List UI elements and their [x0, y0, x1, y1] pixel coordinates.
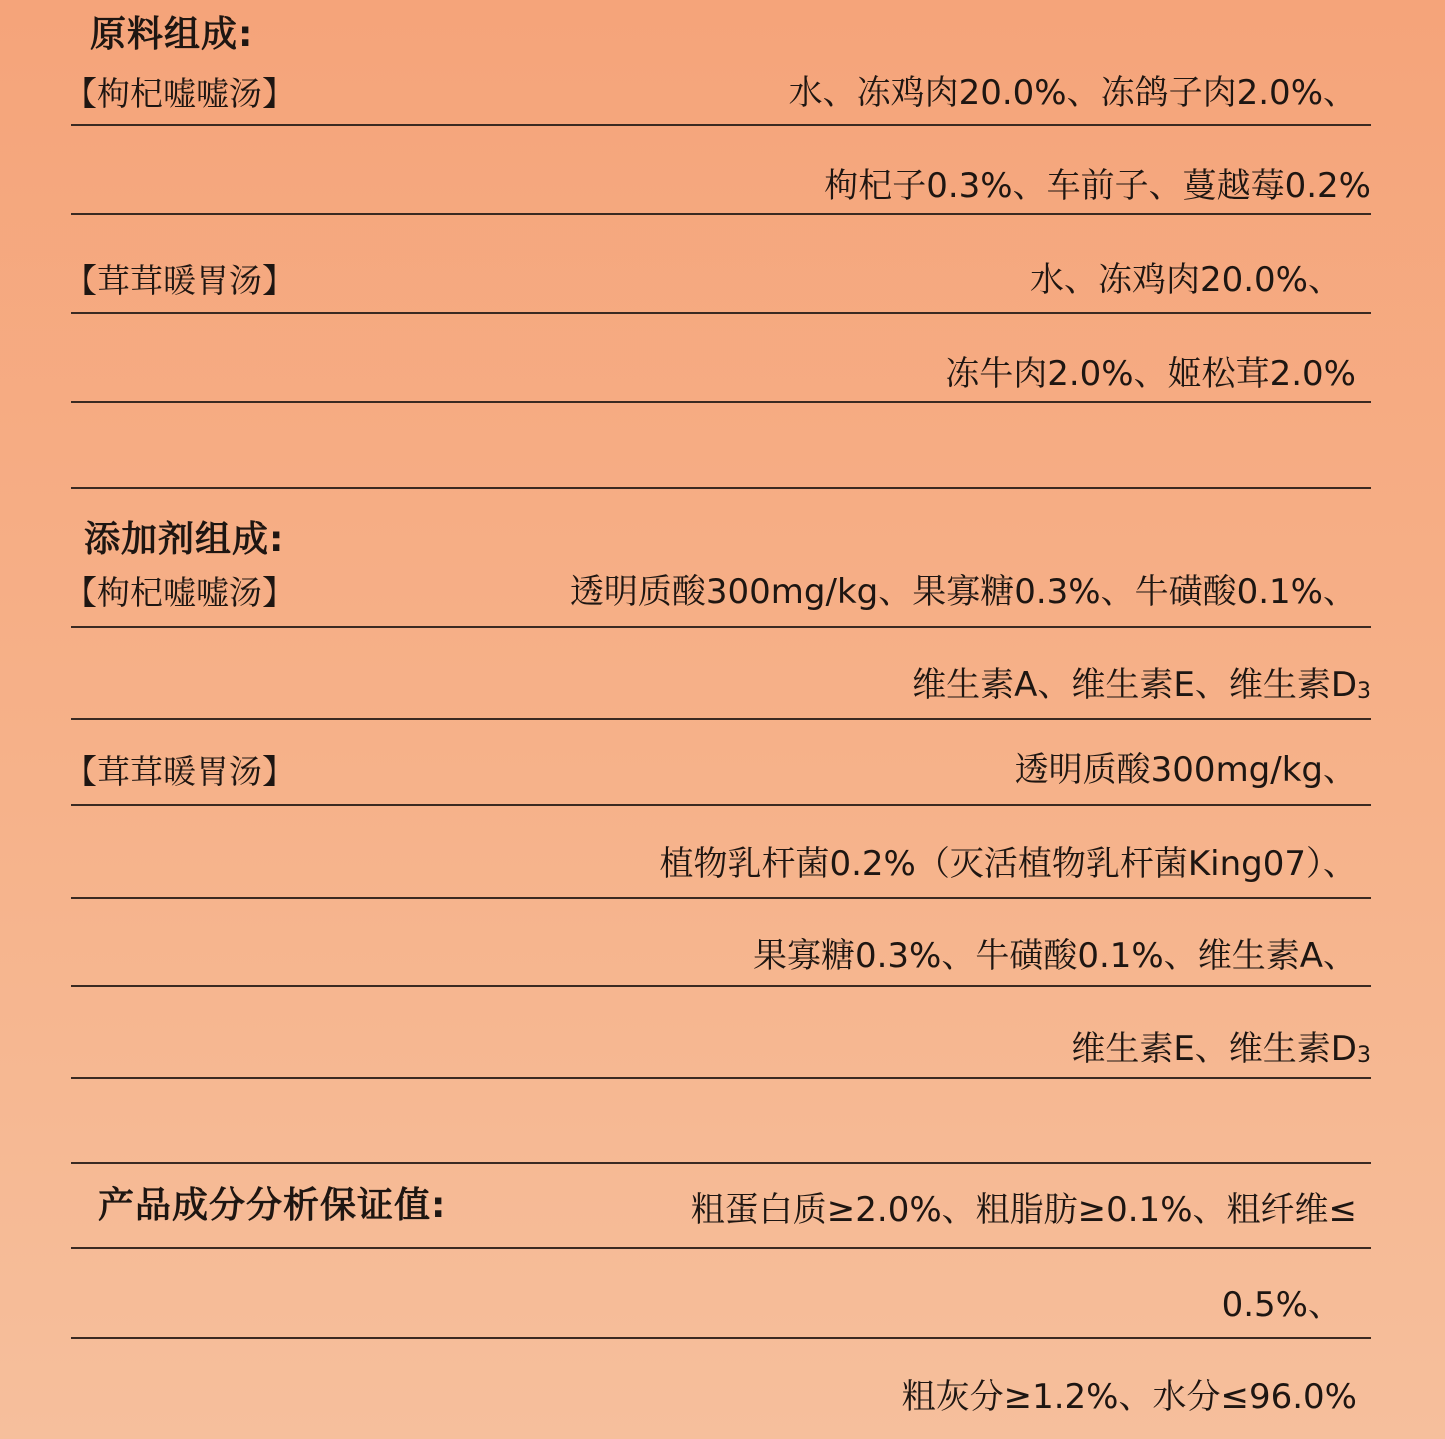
divider	[71, 718, 1371, 720]
goji-additive-line-1: 透明质酸300mg/kg、果寡糖0.3%、牛磺酸0.1%、	[569, 572, 1357, 612]
divider	[71, 897, 1371, 899]
analysis-line-2: 0.5%、	[1221, 1285, 1342, 1325]
goji-raw-line-1: 水、冻鸡肉20.0%、冻鸽子肉2.0%、	[788, 73, 1357, 113]
divider	[71, 985, 1371, 987]
goji-soup-label: 【枸杞嘘嘘汤】	[64, 573, 295, 612]
divider	[71, 1247, 1371, 1249]
divider	[71, 804, 1371, 806]
rongrong-soup-label: 【茸茸暖胃汤】	[64, 752, 295, 791]
goji-raw-line-2: 枸杞子0.3%、车前子、蔓越莓0.2%	[824, 166, 1371, 206]
divider	[71, 213, 1371, 215]
analysis-line-1: 粗蛋白质≥2.0%、粗脂肪≥0.1%、粗纤维≤	[690, 1190, 1357, 1230]
rongrong-raw-line-1: 水、冻鸡肉20.0%、	[1029, 260, 1342, 300]
divider	[71, 401, 1371, 403]
raw-materials-heading: 原料组成:	[90, 14, 254, 55]
divider	[71, 1077, 1371, 1079]
additives-heading: 添加剂组成:	[84, 519, 285, 560]
analysis-heading: 产品成分分析保证值:	[98, 1185, 447, 1226]
analysis-line-3: 粗灰分≥1.2%、水分≤96.0%	[901, 1377, 1357, 1417]
rongrong-additive-line-1: 透明质酸300mg/kg、	[1014, 750, 1357, 790]
divider	[71, 487, 1371, 489]
divider	[71, 626, 1371, 628]
rongrong-soup-label: 【茸茸暖胃汤】	[64, 261, 295, 300]
rongrong-additive-line-3: 果寡糖0.3%、牛磺酸0.1%、维生素A、	[752, 936, 1357, 976]
divider	[71, 312, 1371, 314]
rongrong-additive-line-4: 维生素E、维生素$D_3$	[1071, 1029, 1371, 1069]
divider	[71, 1337, 1371, 1339]
divider	[71, 1162, 1371, 1164]
rongrong-raw-line-2: 冻牛肉2.0%、姬松茸2.0%	[945, 354, 1356, 394]
rongrong-additive-line-2: 植物乳杆菌0.2%（灭活植物乳杆菌King07）、	[659, 844, 1357, 884]
goji-soup-label: 【枸杞嘘嘘汤】	[64, 74, 295, 113]
goji-additive-line-2: 维生素A、维生素E、维生素$D_3$	[912, 665, 1371, 705]
divider	[71, 124, 1371, 126]
